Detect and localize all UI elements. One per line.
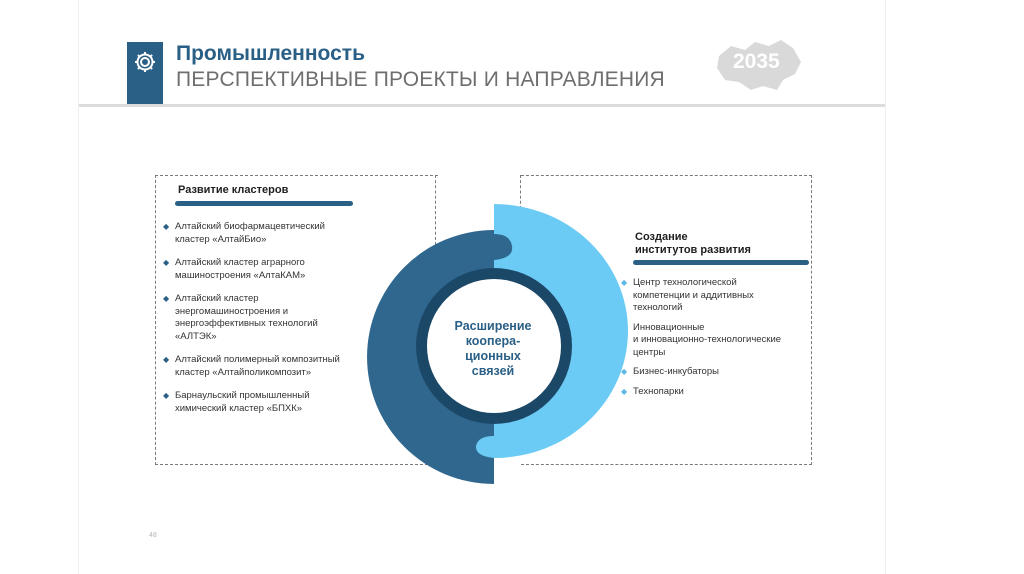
list-item-text: Технопарки <box>633 385 684 397</box>
page-subtitle: ПЕРСПЕКТИВНЫЕ ПРОЕКТЫ И НАПРАВЛЕНИЯ <box>176 68 665 91</box>
list-item-text: Барнаульский промышленный химический кластер «БПХК» <box>175 390 310 414</box>
center-label: Расширение коопера- ционных связей <box>454 319 532 378</box>
diamond-bullet-icon: ◆ <box>163 222 170 231</box>
diamond-bullet-icon: ◆ <box>163 355 170 364</box>
left-panel-underline <box>175 201 353 206</box>
right-panel-heading: Создание институтов развития <box>635 231 751 256</box>
diamond-bullet-icon: ◆ <box>163 294 170 303</box>
institutions-list <box>621 277 811 398</box>
list-item-text: Инновационные и инновационно-технологические центры <box>633 321 782 358</box>
gear-icon <box>133 50 157 74</box>
diamond-bullet-icon: ◆ <box>621 386 628 396</box>
list-item <box>163 293 363 343</box>
list-item <box>163 390 363 415</box>
list-item <box>621 322 811 360</box>
diamond-bullet-icon: ◆ <box>621 278 628 287</box>
list-item-text: Алтайский полимерный композитный кластер «Алтайполикомпозит» <box>175 354 340 378</box>
list-item-text: Алтайский кластер энергомашиностроения и энергоэффективных технологий «АЛТЭК» <box>175 293 318 342</box>
right-panel-underline <box>633 260 809 265</box>
list-item-text: Алтайский биофармацевтический кластер «АлтайБио» <box>175 221 325 245</box>
list-item-text: Центр технологической компетенции и аддитивных технологий <box>633 277 754 313</box>
diamond-bullet-icon: ◆ <box>621 367 628 376</box>
clusters-list <box>163 221 363 415</box>
diamond-bullet-icon: ◆ <box>163 391 170 400</box>
page-title: Промышленность <box>176 42 365 65</box>
list-item <box>621 277 811 315</box>
diamond-bullet-icon: ◆ <box>163 258 170 267</box>
list-item <box>163 257 363 282</box>
section-bookmark <box>127 42 163 104</box>
list-item <box>163 221 363 246</box>
slide <box>78 0 886 574</box>
list-item <box>621 366 811 379</box>
left-panel-heading: Развитие кластеров <box>178 184 289 196</box>
list-item-text: Бизнес-инкубаторы <box>633 366 719 377</box>
logo-year: 2035 <box>733 50 780 73</box>
page-number: 48 <box>149 532 157 539</box>
list-item <box>621 386 811 399</box>
header-divider <box>79 104 885 107</box>
list-item <box>163 354 363 379</box>
list-item-text: Алтайский кластер аграрного машиностроения «АлтаКАМ» <box>175 257 306 281</box>
